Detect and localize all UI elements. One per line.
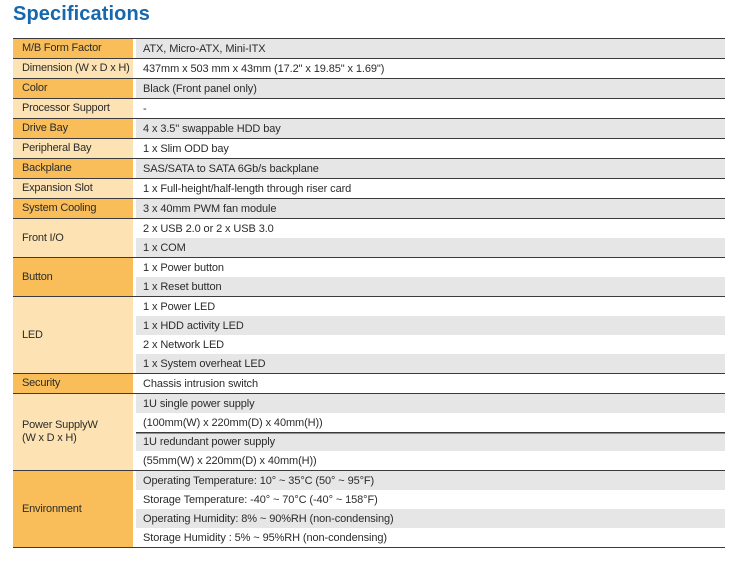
spec-value-text: 2 x USB 2.0 or 2 x USB 3.0 bbox=[143, 222, 274, 235]
spec-value-row bbox=[136, 509, 725, 528]
spec-value-row bbox=[136, 277, 725, 296]
spec-value-row bbox=[136, 99, 725, 118]
spec-group-values bbox=[136, 297, 725, 373]
spec-value-text: - bbox=[143, 102, 147, 115]
spec-label-line: M/B Form Factor bbox=[22, 42, 102, 54]
spec-value-row bbox=[136, 179, 725, 198]
spec-value-row bbox=[136, 394, 725, 413]
spec-group-label bbox=[13, 139, 133, 158]
spec-value-text: Storage Humidity : 5% ~ 95%RH (non-condensing) bbox=[143, 531, 387, 544]
spec-value-row bbox=[136, 79, 725, 98]
spec-group-label bbox=[13, 258, 133, 296]
spec-value-row bbox=[136, 297, 725, 316]
spec-value-text: Operating Humidity: 8% ~ 90%RH (non-condensing) bbox=[143, 512, 394, 525]
spec-value-row bbox=[136, 199, 725, 218]
spec-group bbox=[13, 179, 725, 199]
spec-value-text: 3 x 40mm PWM fan module bbox=[143, 202, 277, 215]
spec-group-label bbox=[13, 59, 133, 78]
spec-value-text: 1 x Slim ODD bay bbox=[143, 142, 229, 155]
spec-value-text: 1 x Power LED bbox=[143, 300, 216, 313]
spec-label-line: Button bbox=[22, 270, 53, 283]
spec-group-values bbox=[136, 394, 725, 470]
spec-group-label bbox=[13, 219, 133, 257]
spec-value-row bbox=[136, 413, 725, 432]
spec-label-line: Backplane bbox=[22, 162, 72, 174]
spec-value-row bbox=[136, 219, 725, 238]
spec-value-row bbox=[136, 238, 725, 257]
spec-value-text: (100mm(W) x 220mm(D) x 40mm(H)) bbox=[143, 416, 323, 429]
spec-group bbox=[13, 199, 725, 219]
spec-group-values bbox=[136, 139, 725, 158]
spec-group-label bbox=[13, 119, 133, 138]
spec-value-row bbox=[136, 39, 725, 58]
spec-value-text: 437mm x 503 mm x 43mm (17.2" x 19.85" x 1.69") bbox=[143, 62, 385, 75]
spec-group-values bbox=[136, 258, 725, 296]
spec-group-label bbox=[13, 159, 133, 178]
spec-value-row bbox=[136, 139, 725, 158]
spec-group-values bbox=[136, 374, 725, 393]
spec-group-label bbox=[13, 297, 133, 373]
spec-group bbox=[13, 39, 725, 59]
spec-label-line: System Cooling bbox=[22, 202, 97, 214]
spec-group-label bbox=[13, 79, 133, 98]
spec-group bbox=[13, 99, 725, 119]
spec-label-line: (W x D x H) bbox=[22, 432, 77, 444]
spec-group-label bbox=[13, 199, 133, 218]
spec-group bbox=[13, 374, 725, 394]
spec-label-line: Drive Bay bbox=[22, 122, 68, 134]
spec-value-row bbox=[136, 59, 725, 78]
spec-group-values bbox=[136, 219, 725, 257]
spec-label-line: Expansion Slot bbox=[22, 182, 93, 194]
spec-value-text: Operating Temperature: 10° ~ 35°C (50° ~ 95°F) bbox=[143, 474, 375, 487]
spec-group-values bbox=[136, 179, 725, 198]
spec-group bbox=[13, 79, 725, 99]
spec-group bbox=[13, 59, 725, 79]
spec-group-values bbox=[136, 471, 725, 547]
spec-group-label bbox=[13, 99, 133, 118]
spec-group-label bbox=[13, 471, 133, 547]
spec-label-line: Dimension (W x D x H) bbox=[22, 62, 130, 74]
page-title: Specifications bbox=[13, 3, 150, 25]
spec-value-text: 1 x Power button bbox=[143, 261, 224, 274]
spec-group-values bbox=[136, 39, 725, 58]
spec-group-label bbox=[13, 39, 133, 58]
spec-label-line: Environment bbox=[22, 502, 82, 515]
spec-value-row bbox=[136, 159, 725, 178]
spec-label-line: Power SupplyW bbox=[22, 419, 98, 431]
spec-value-row bbox=[136, 528, 725, 547]
spec-value-row bbox=[136, 374, 725, 393]
spec-label-line: LED bbox=[22, 328, 43, 341]
spec-group bbox=[13, 119, 725, 139]
spec-group-label bbox=[13, 394, 133, 470]
spec-value-text: ATX, Micro-ATX, Mini-ITX bbox=[143, 42, 266, 55]
spec-label-line: Security bbox=[22, 377, 61, 389]
spec-value-text: Chassis intrusion switch bbox=[143, 377, 258, 390]
spec-value-text: 1 x Full-height/half-length through riser card bbox=[143, 182, 352, 195]
spec-value-text: (55mm(W) x 220mm(D) x 40mm(H)) bbox=[143, 454, 317, 467]
spec-group-values bbox=[136, 159, 725, 178]
spec-group-values bbox=[136, 119, 725, 138]
spec-group bbox=[13, 139, 725, 159]
spec-table bbox=[13, 38, 725, 548]
spec-group-label bbox=[13, 374, 133, 393]
spec-group bbox=[13, 159, 725, 179]
spec-value-row bbox=[136, 335, 725, 354]
spec-label-line: Color bbox=[22, 82, 48, 94]
spec-value-row bbox=[136, 490, 725, 509]
spec-group bbox=[13, 258, 725, 297]
spec-value-row bbox=[136, 354, 725, 373]
spec-group bbox=[13, 297, 725, 374]
spec-value-text: 1 x Reset button bbox=[143, 280, 222, 293]
spec-value-row bbox=[136, 119, 725, 138]
spec-value-row bbox=[136, 432, 725, 451]
spec-value-text: 1 x COM bbox=[143, 241, 186, 254]
spec-value-row bbox=[136, 316, 725, 335]
spec-value-text: SAS/SATA to SATA 6Gb/s backplane bbox=[143, 162, 319, 175]
spec-group-values bbox=[136, 79, 725, 98]
spec-value-row bbox=[136, 451, 725, 470]
spec-group-values bbox=[136, 199, 725, 218]
spec-label-line: Peripheral Bay bbox=[22, 142, 92, 154]
spec-group bbox=[13, 471, 725, 547]
spec-value-text: 4 x 3.5" swappable HDD bay bbox=[143, 122, 281, 135]
spec-group-values bbox=[136, 59, 725, 78]
spec-value-text: Black (Front panel only) bbox=[143, 82, 257, 95]
spec-value-text: 1 x System overheat LED bbox=[143, 357, 266, 370]
spec-value-text: 1U redundant power supply bbox=[143, 435, 276, 448]
spec-value-text: Storage Temperature: -40° ~ 70°C (-40° ~ 158°F) bbox=[143, 493, 378, 506]
spec-value-text: 1U single power supply bbox=[143, 397, 255, 410]
spec-value-row bbox=[136, 258, 725, 277]
spec-label-line: Front I/O bbox=[22, 231, 64, 244]
spec-value-row bbox=[136, 471, 725, 490]
spec-group-label bbox=[13, 179, 133, 198]
spec-value-text: 2 x Network LED bbox=[143, 338, 225, 351]
spec-value-text: 1 x HDD activity LED bbox=[143, 319, 244, 332]
spec-group-values bbox=[136, 99, 725, 118]
spec-group bbox=[13, 394, 725, 471]
spec-label-line: Processor Support bbox=[22, 102, 110, 114]
spec-group bbox=[13, 219, 725, 258]
